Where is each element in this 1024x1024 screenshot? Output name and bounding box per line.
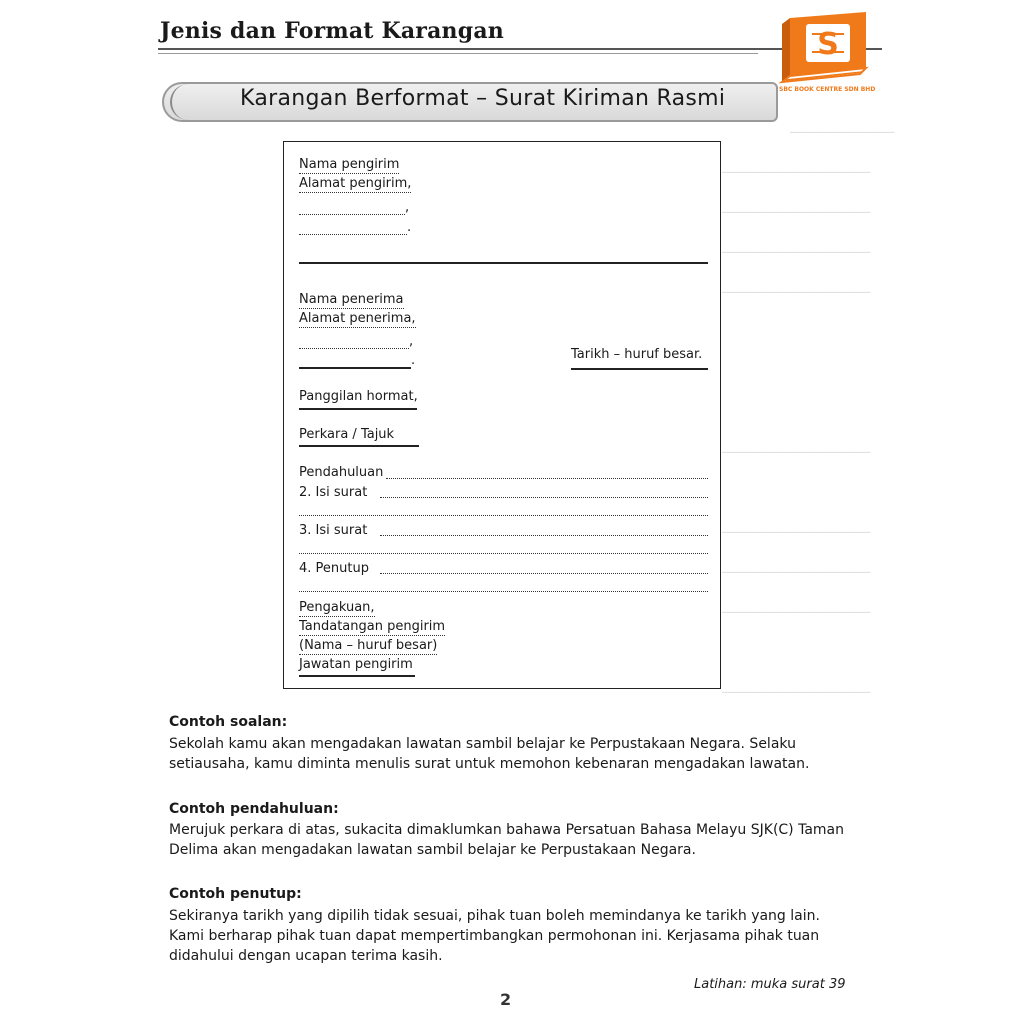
workbook-page: Jenis dan Format Karangan S SBC BOOK CENTRE SDN BHD Karangan Berformat – Surat Kiriman Rasmi ___________________ ___________________________ ___________________________ ___________________________ ___________________________ ___________________________ ___________________________ ___________________________ ___________________________ ___________________________ Nama pengirim Alamat pengirim, , . Nama penerima Alamat penerima, , . Tarikh – huruf besar. Panggilan hormat, Perkara / Tajuk Pendahuluan 2. Isi surat 3. Isi surat 4. Penutup Pengakuan, Tandatangan pengirim (Nama – huruf besar) Jawatan pengirim Contoh soalan: Sekolah kamu akan mengadakan lawatan sambil belajar ke Perpustakaan Negara. Selaku setiausaha, kamu diminta menulis surat untuk memohon kebenaran mengadakan lawatan. Contoh pendahuluan: Merujuk perkara di atas, sukacita dimaklumkan bahawa Persatuan Bahasa Melayu SJK(C) Taman Delima akan mengadakan lawatan sambil belajar ke Perpustakaan Negara. Contoh penutup: Sekiranya tarikh yang dipilih tidak sesuai, pihak tuan boleh memindanya ke tarikh yang lain. Kami berharap pihak tuan dapat mempertimbangkan permohonan ini. Kerjasama pihak tuan didahului dengan ucapan terima kasih. Latihan: muka surat 39 2	[0, 0, 1024, 1024]
closing-example-heading: Contoh penutup:	[169, 886, 302, 902]
banner-curve-decoration	[170, 84, 198, 120]
sender-address-line-1	[299, 214, 405, 215]
chapter-title: Jenis dan Format Karangan	[160, 18, 504, 44]
receiver-name-label: Nama penerima	[299, 292, 404, 307]
question-text: Sekolah kamu akan mengadakan lawatan sambil belajar ke Perpustakaan Negara. Selaku setiausaha, kamu diminta menulis surat untuk memohon kebenaran mengadakan lawatan.	[169, 736, 810, 772]
header-divider-line	[299, 262, 708, 264]
intro-label: Pendahuluan	[299, 465, 384, 480]
receiver-address-comma: ,	[409, 334, 414, 349]
closing-line-2	[299, 591, 708, 592]
question-heading: Contoh soalan:	[169, 714, 288, 730]
subject-label: Perkara / Tajuk	[299, 427, 395, 442]
signature-label: Tandatangan pengirim	[299, 619, 446, 634]
sender-address-label: Alamat pengirim,	[299, 176, 412, 191]
signer-name-label: (Nama – huruf besar)	[299, 638, 438, 653]
closing-label: 4. Penutup	[299, 561, 369, 576]
receiver-address-period: .	[411, 353, 416, 368]
position-label: Jawatan pengirim	[299, 657, 413, 672]
body-paragraph-2-line-1	[380, 535, 708, 536]
body-paragraph-1-line-2	[299, 515, 708, 516]
receiver-address-label: Alamat penerima,	[299, 311, 416, 326]
header-rule	[158, 48, 882, 50]
header-rule-secondary	[158, 53, 758, 54]
salutation-label: Panggilan hormat,	[299, 389, 418, 404]
intro-line	[386, 478, 708, 479]
sender-address-period: .	[407, 220, 412, 235]
body-paragraph-2-line-2	[299, 553, 708, 554]
subject-underline	[299, 445, 419, 447]
sender-address-line-2	[299, 234, 407, 235]
logo-caption: SBC BOOK CENTRE SDN BHD	[779, 86, 876, 93]
receiver-address-line-1	[299, 348, 409, 349]
section-title: Karangan Berformat – Surat Kiriman Rasmi	[240, 86, 726, 111]
exercise-page-reference: Latihan: muka surat 39	[694, 977, 846, 992]
sbc-book-logo-icon	[776, 10, 876, 90]
page-number: 2	[500, 990, 512, 1009]
sender-address-comma: ,	[405, 200, 410, 215]
intro-example-text: Merujuk perkara di atas, sukacita dimaklumkan bahawa Persatuan Bahasa Melayu SJK(C) Taman Delima akan mengadakan lawatan sambil belajar ke Perpustakaan Negara.	[169, 822, 844, 858]
svg-text:S: S	[817, 27, 839, 62]
intro-example-heading: Contoh pendahuluan:	[169, 801, 339, 817]
acknowledgement-label: Pengakuan,	[299, 600, 375, 615]
salutation-underline	[299, 408, 417, 410]
receiver-address-line-2	[299, 367, 411, 369]
closing-line-1	[380, 573, 708, 574]
position-underline	[299, 675, 415, 677]
closing-example-text: Sekiranya tarikh yang dipilih tidak sesuai, pihak tuan boleh memindanya ke tarikh yang lain. Kami berharap pihak tuan dapat mempertimbangkan permohonan ini. Kerjasama pihak tuan didahului dengan ucapan terima kasih.	[169, 908, 820, 964]
date-note: Tarikh – huruf besar.	[571, 347, 703, 362]
body-paragraph-1-label: 2. Isi surat	[299, 485, 368, 500]
body-paragraph-2-label: 3. Isi surat	[299, 523, 368, 538]
date-underline	[571, 368, 708, 370]
sender-name-label: Nama pengirim	[299, 157, 400, 172]
body-paragraph-1-line-1	[380, 497, 708, 498]
